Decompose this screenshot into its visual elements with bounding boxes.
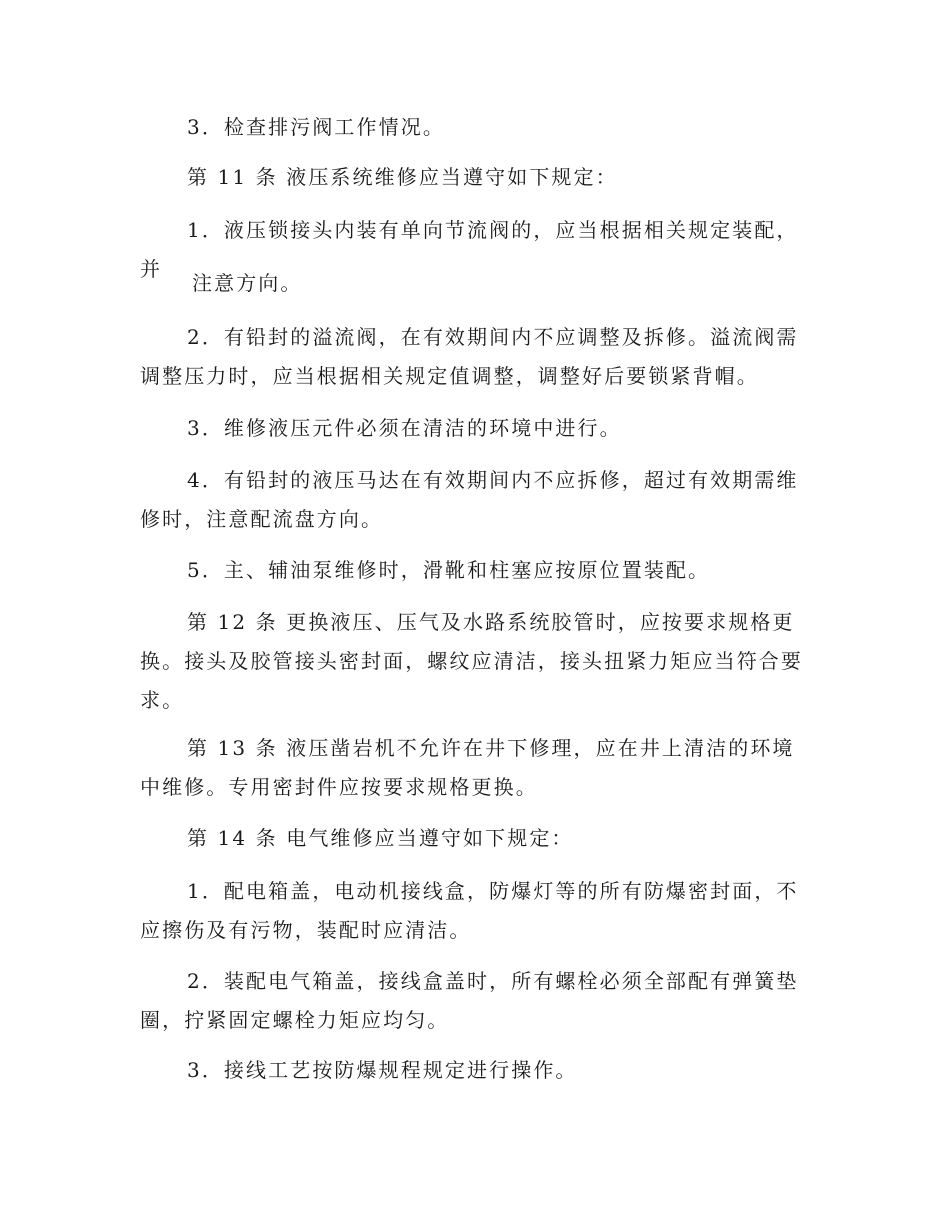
paragraph-item-1-hydraulic-lock: 1．液压锁接头内装有单向节流阀的，应当根据相关规定装配，并 [140,218,799,281]
article-11-heading: 第 11 条 液压系统维修应当遵守如下规定： [187,165,618,189]
paragraph-item-3-drain-valve: 3．检查排污阀工作情况。 [187,115,445,139]
paragraph-item-3-clean-environment: 3．维修液压元件必须在清洁的环境中进行。 [187,416,622,440]
paragraph-item-1-continuation: 注意方向。 [192,271,303,295]
article-14-heading: 第 14 条 电气维修应当遵守如下规定： [187,826,574,850]
paragraph-item-4-hydraulic-motor: 4．有铅封的液压马达在有效期间内不应拆修，超过有效期需维修时，注意配流盘方向。 [140,468,799,531]
paragraph-item-2-relief-valve: 2．有铅封的溢流阀，在有效期间内不应调整及拆修。溢流阀需调整压力时，应当根据相关规定值调整，调整好后要锁紧背帽。 [140,325,799,388]
article-13-rock-drill: 第 13 条 液压凿岩机不允许在井下修理，应在井上清洁的环境中维修。专用密封件应按要求规格更换。 [140,736,795,799]
paragraph-item-5-oil-pump: 5．主、辅油泵维修时，滑靴和柱塞应按原位置装配。 [187,558,711,582]
article-12-hoses: 第 12 条 更换液压、压气及水路系统胶管时，应按要求规格更换。接头及胶管接头密封面，螺纹应清洁，接头扭紧力矩应当符合要求。 [140,610,803,712]
paragraph-item-3-wiring: 3．接线工艺按防爆规程规定进行操作。 [187,1058,578,1082]
paragraph-item-1-explosion-proof: 1．配电箱盖，电动机接线盒，防爆灯等的所有防爆密封面，不应擦伤及有污物，装配时应清洁。 [140,879,799,942]
paragraph-item-2-box-cover: 2．装配电气箱盖，接线盒盖时，所有螺栓必须全部配有弹簧垫圈，拧紧固定螺栓力矩应均匀。 [140,969,799,1032]
